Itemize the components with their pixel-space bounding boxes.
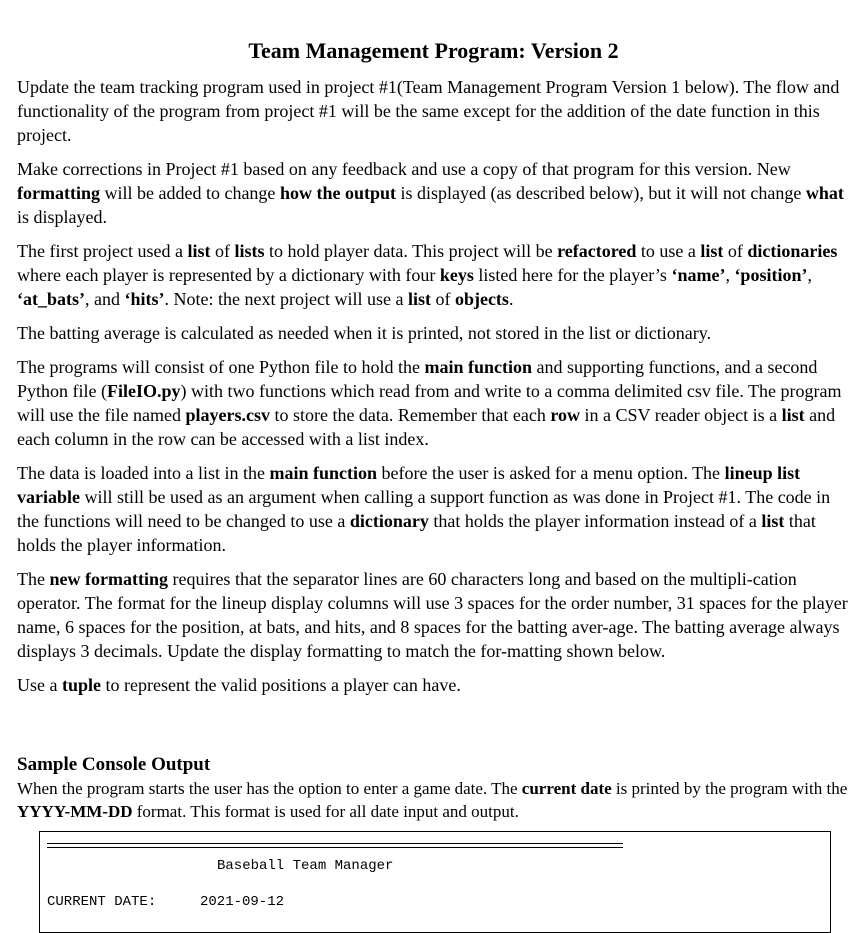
text-run: before the user is asked for a menu option. The: [376, 463, 725, 483]
sample-description: [17, 777, 857, 823]
bold-term: list: [761, 511, 785, 531]
text-run: of: [210, 241, 235, 261]
text-run: that holds the player information instead of a: [428, 511, 762, 531]
text-run: , and: [85, 289, 125, 309]
text-run: . Note: the next project will use a: [164, 289, 408, 309]
paragraph: [17, 673, 852, 697]
bold-term: current date: [521, 779, 612, 798]
text-run: Update the team tracking program used in project #1(Team Management Program Version 1 below). The flow and functionality of the program from project #1 will be the same except for the addition of the date function in this project.: [17, 77, 840, 145]
text-run: is displayed.: [17, 207, 107, 227]
text-run: where each player is represented by a dictionary with four: [17, 265, 440, 285]
bold-term: list: [407, 289, 431, 309]
text-run: and each column in the row can be accessed with a list index.: [17, 405, 836, 449]
text-run: will still be used as an argument when calling a support function as was done in Project #1. The code in the functions will need to be changed to use a: [17, 487, 831, 531]
bold-term: row: [550, 405, 581, 425]
bold-term: objects: [454, 289, 509, 309]
text-run: Use a: [17, 675, 62, 695]
current-date-value: 2021-09-12: [200, 894, 285, 910]
bold-term: ‘hits’: [124, 289, 165, 309]
bold-term: players.csv: [185, 405, 270, 425]
paragraph: [17, 321, 852, 345]
text-run: to represent the valid positions a player can have.: [101, 675, 461, 695]
text-run: will be added to change: [99, 183, 280, 203]
text-run: to hold player data. This project will be: [264, 241, 558, 261]
text-run: of: [723, 241, 748, 261]
bold-term: main function: [269, 463, 377, 483]
text-run: ,: [725, 265, 735, 285]
text-run: is printed by the program with the: [611, 779, 848, 798]
bold-term: formatting: [17, 183, 100, 203]
bold-term: list: [700, 241, 724, 261]
text-run: in a CSV reader object is a: [580, 405, 782, 425]
paragraph: [17, 461, 852, 557]
bold-term: how the output: [279, 183, 396, 203]
text-run: ,: [807, 265, 812, 285]
text-run: .: [508, 289, 514, 309]
separator-line: [47, 843, 623, 848]
paragraph: [17, 355, 852, 451]
text-run: requires that the separator lines are 60 characters long and based on the multipli-cation operator. The format for the lineup display columns will use 3 spaces for the order number, 31 spaces for the player name, 6 spaces for the position, at bats, and hits, and 8 spaces for the batting aver-age. The batting average always displays 3 decimals. Update the display formatting to match the for-matting shown below.: [17, 569, 848, 661]
text-run: When the program starts the user has the option to enter a game date. The: [17, 779, 522, 798]
bold-term: list: [781, 405, 805, 425]
bold-term: main function: [424, 357, 532, 377]
text-run: is displayed (as described below), but it will not change: [395, 183, 806, 203]
current-date-label: CURRENT DATE:: [47, 894, 157, 910]
bold-term: ‘at_bats’: [17, 289, 85, 309]
bold-term: tuple: [61, 675, 101, 695]
text-run: and supporting functions, and a second Python file (: [17, 357, 818, 401]
text-run: listed here for the player’s: [473, 265, 672, 285]
bold-term: dictionary: [349, 511, 429, 531]
paragraph: [17, 567, 852, 663]
bold-term: refactored: [557, 241, 637, 261]
bold-term: YYYY-MM-DD: [17, 802, 133, 821]
bold-term: keys: [439, 265, 474, 285]
paragraph: [17, 157, 852, 229]
text-run: that holds the player information.: [17, 511, 816, 555]
text-run: The data is loaded into a list in the: [17, 463, 270, 483]
bold-term: what: [805, 183, 844, 203]
console-title: Baseball Team Manager: [217, 858, 394, 874]
paragraph: [17, 239, 852, 311]
body-text: [17, 75, 852, 707]
paragraph: [17, 75, 852, 147]
text-run: Make corrections in Project #1 based on any feedback and use a copy of that program for this version. New: [17, 159, 791, 179]
bold-term: ‘position’: [734, 265, 808, 285]
bold-term: dictionaries: [747, 241, 838, 261]
bold-term: ‘name’: [671, 265, 726, 285]
text-run: of: [430, 289, 455, 309]
bold-term: new formatting: [49, 569, 168, 589]
text-run: to use a: [636, 241, 701, 261]
bold-term: FileIO.py: [107, 381, 181, 401]
bold-term: lineup list variable: [17, 463, 801, 507]
page-title: Team Management Program: Version 2: [248, 38, 619, 63]
text-run: to store the data. Remember that each: [269, 405, 551, 425]
text-run: ) with two functions which read from and write to a comma delimited csv file. The program will use the file named: [17, 381, 842, 425]
text-run: The programs will consist of one Python file to hold the: [17, 357, 425, 377]
text-run: The batting average is calculated as needed when it is printed, not stored in the list or dictionary.: [17, 323, 712, 343]
bold-term: list: [187, 241, 211, 261]
text-run: format. This format is used for all date input and output.: [132, 802, 519, 821]
sample-heading: Sample Console Output: [17, 754, 211, 775]
text-run: The: [17, 569, 50, 589]
text-run: The first project used a: [17, 241, 188, 261]
bold-term: lists: [234, 241, 265, 261]
